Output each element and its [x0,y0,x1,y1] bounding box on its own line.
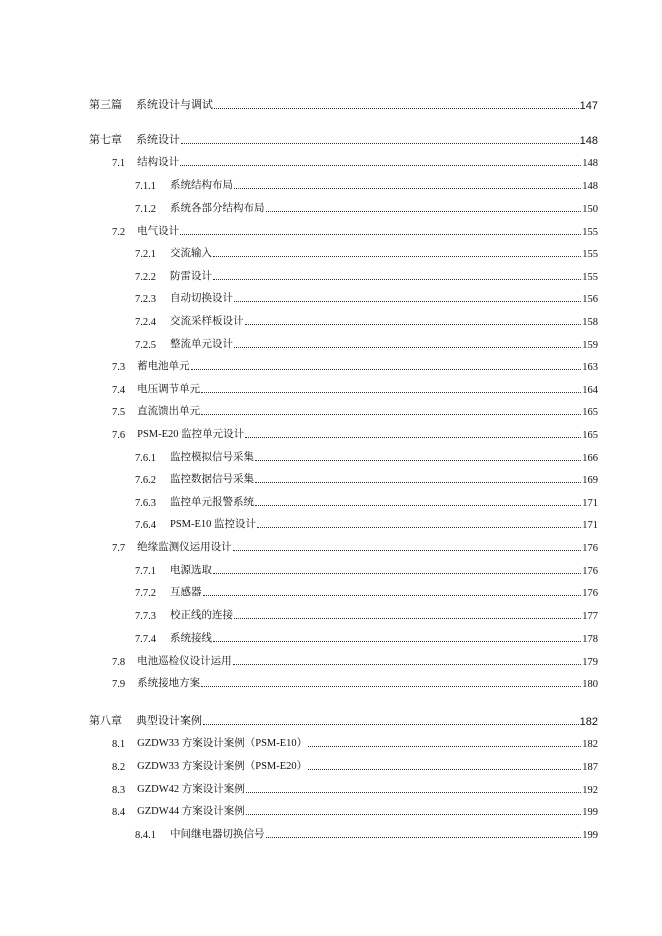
toc-entry-number: 7.7.3 [135,611,156,622]
toc-entry[interactable] [135,244,598,260]
toc-entry-number: 7.2.3 [135,294,156,305]
toc-entry-number: 7.2.4 [135,317,156,328]
dot-leader [266,837,582,838]
toc-entry[interactable] [112,652,598,668]
toc-entry-page-number: 155 [582,249,598,260]
toc-entry-number: 7.2.1 [135,249,156,260]
toc-entry[interactable] [135,470,598,486]
toc-entry-page-number: 164 [582,385,598,396]
toc-entry-page-number: 182 [582,739,598,750]
toc-entry[interactable] [112,757,598,773]
toc-entry-title: 结构设计 [137,157,180,168]
toc-entry-page-number: 176 [582,588,598,599]
toc-entry-number: 7.7.1 [135,566,156,577]
toc-entry-page-number: 158 [582,317,598,328]
toc-entry-page-number: 159 [582,340,598,351]
toc-entry-title: 监控单元报警系统 [170,497,254,508]
toc-entry-page-number: 179 [582,657,598,668]
dot-leader [201,414,581,415]
toc-entry-number: 7.2.2 [135,272,156,283]
toc-entry-number: 7.1.2 [135,204,156,215]
toc-entry-title: 防雷设计 [170,271,212,282]
toc-entry[interactable] [112,380,598,396]
dot-leader [233,664,582,665]
toc-entry[interactable] [135,289,598,305]
dot-leader [214,108,579,109]
toc-entry-title: 电气设计 [137,226,180,237]
toc-entry-page-number: 182 [579,716,598,728]
toc-entry-title: 互感器 [170,587,202,598]
dot-leader [213,256,581,257]
dot-leader [213,641,581,642]
toc-entry-title: 自动切换设计 [170,293,233,304]
dot-leader [234,347,581,348]
toc-entry-number: 7.2 [112,227,126,238]
toc-entry-number: 第七章 [89,133,122,146]
toc-entry[interactable] [112,402,598,418]
toc-entry-page-number: 166 [582,453,598,464]
toc-entry-number: 第八章 [89,714,122,727]
toc-entry-page-number: 180 [582,679,598,690]
toc-entry-title: 直流馈出单元 [137,406,201,417]
dot-leader [257,527,581,528]
toc-entry-title: 系统接线 [170,633,212,644]
toc-entry[interactable] [112,780,598,796]
dot-leader [255,460,581,461]
toc-entry-number: 7.3 [112,362,126,373]
toc-entry-number: 7.1 [112,158,126,169]
toc-entry-number: 7.9 [112,679,126,690]
toc-entry-title: 系统接地方案 [137,678,201,689]
toc-entry-title: 系统各部分结构布局 [170,203,265,214]
toc-entry-title: 典型设计案例 [136,714,202,727]
toc-entry-title: 交流采样板设计 [170,316,244,327]
toc-entry-title: 电压调节单元 [137,384,201,395]
toc-entry-number: 7.7.4 [135,634,156,645]
dot-leader [234,301,581,302]
toc-entry-page-number: 148 [579,135,598,147]
toc-entry-title: GZDW33 方案设计案例（PSM-E20） [137,761,308,772]
toc-entry[interactable] [112,538,598,554]
toc-entry-page-number: 155 [582,227,598,238]
toc-entry-page-number: 150 [582,204,598,215]
toc-entry-number: 7.6.1 [135,453,156,464]
toc-entry[interactable] [112,674,598,690]
dot-leader [308,746,581,747]
dot-leader [213,279,581,280]
toc-entry-number: 第三篇 [89,98,122,111]
dot-leader [181,143,579,144]
toc-entry-page-number: 176 [582,566,598,577]
toc-entry-title: 电池巡检仪设计运用 [137,656,232,667]
toc-entry[interactable] [135,176,598,192]
toc-entry-number: 7.8 [112,657,126,668]
toc-entry-title: 整流单元设计 [170,339,233,350]
dot-leader [180,165,581,166]
toc-entry-number: 8.1 [112,739,126,750]
toc-entry-page-number: 156 [582,294,598,305]
toc-entry-number: 7.6.3 [135,498,156,509]
toc-entry[interactable] [89,96,598,112]
toc-entry[interactable] [89,131,598,147]
toc-entry-page-number: 165 [582,407,598,418]
dot-leader [203,724,579,725]
toc-entry-page-number: 171 [582,520,598,531]
toc-entry-title: 系统设计 [136,133,180,146]
dot-leader [180,234,581,235]
toc-entry[interactable] [135,335,598,351]
toc-entry[interactable] [112,802,598,818]
toc-entry-page-number: 169 [582,475,598,486]
toc-entry-number: 7.4 [112,385,126,396]
dot-leader [308,769,581,770]
toc-entry-page-number: 148 [582,158,598,169]
dot-leader [246,792,582,793]
toc-entry-number: 7.6 [112,430,126,441]
toc-entry-page-number: 155 [582,272,598,283]
toc-entry-page-number: 199 [582,807,598,818]
toc-entry[interactable] [112,425,598,441]
dot-leader [245,324,582,325]
toc-entry[interactable] [135,515,598,531]
toc-entry-page-number: 148 [582,181,598,192]
toc-entry[interactable] [135,561,598,577]
toc-entry[interactable] [135,312,598,328]
toc-entry[interactable] [135,448,598,464]
dot-leader [203,595,582,596]
toc-entry-title: 蓄电池单元 [137,361,190,372]
dot-leader [234,188,581,189]
dot-leader [234,618,581,619]
toc-entry-page-number: 192 [582,785,598,796]
toc-entry[interactable] [135,629,598,645]
dot-leader [266,211,582,212]
toc-entry-number: 7.7.2 [135,588,156,599]
toc-entry-title: GZDW42 方案设计案例 [137,784,245,795]
dot-leader [201,686,581,687]
toc-entry-page-number: 171 [582,498,598,509]
toc-entry-title: PSM-E10 监控设计 [170,519,257,530]
toc-entry[interactable] [135,493,598,509]
dot-leader [255,482,581,483]
toc-entry[interactable] [112,222,598,238]
toc-entry[interactable] [135,606,598,622]
toc-entry[interactable] [135,199,598,215]
toc-entry-number: 7.6.2 [135,475,156,486]
toc-entry-title: 监控模拟信号采集 [170,452,254,463]
toc-entry-title: GZDW33 方案设计案例（PSM-E10） [137,738,308,749]
toc-entry[interactable] [112,734,598,750]
toc-entry-page-number: 176 [582,543,598,554]
dot-leader [201,392,581,393]
toc-entry-page-number: 178 [582,634,598,645]
dot-leader [255,505,581,506]
toc-entry-page-number: 177 [582,611,598,622]
dot-leader [191,369,582,370]
dot-leader [246,814,582,815]
toc-entry-number: 8.3 [112,785,126,796]
toc-entry-number: 7.1.1 [135,181,156,192]
toc-entry-number: 7.6.4 [135,520,156,531]
toc-entry-number: 8.4.1 [135,830,156,841]
toc-entry-page-number: 187 [582,762,598,773]
toc-entry-number: 7.7 [112,543,126,554]
toc-entry-page-number: 199 [582,830,598,841]
toc-entry-title: GZDW44 方案设计案例 [137,806,245,817]
dot-leader [245,437,581,438]
toc-entry-title: 监控数据信号采集 [170,474,254,485]
toc-entry-title: 交流输入 [170,248,212,259]
dot-leader [233,550,582,551]
toc-entry-page-number: 163 [582,362,598,373]
toc-entry-title: 系统设计与调试 [136,98,213,111]
toc-entry[interactable] [135,267,598,283]
toc-entry[interactable] [135,825,598,841]
toc-entry-number: 7.2.5 [135,340,156,351]
toc-entry-title: 中间继电器切换信号 [170,829,265,840]
toc-entry[interactable] [112,153,598,169]
toc-entry[interactable] [89,712,598,728]
toc-entry-title: PSM-E20 监控单元设计 [137,429,245,440]
toc-entry-page-number: 165 [582,430,598,441]
toc-entry-page-number: 147 [579,100,598,112]
toc-entry-title: 校正线的连接 [170,610,233,621]
toc-entry-number: 8.2 [112,762,126,773]
toc-entry-number: 8.4 [112,807,126,818]
toc-entry-title: 电源选取 [170,565,212,576]
toc-entry-title: 绝缘监测仪运用设计 [137,542,232,553]
toc-entry-title: 系统结构布局 [170,180,233,191]
dot-leader [213,573,581,574]
toc-entry-number: 7.5 [112,407,126,418]
toc-entry[interactable] [135,583,598,599]
toc-entry[interactable] [112,357,598,373]
